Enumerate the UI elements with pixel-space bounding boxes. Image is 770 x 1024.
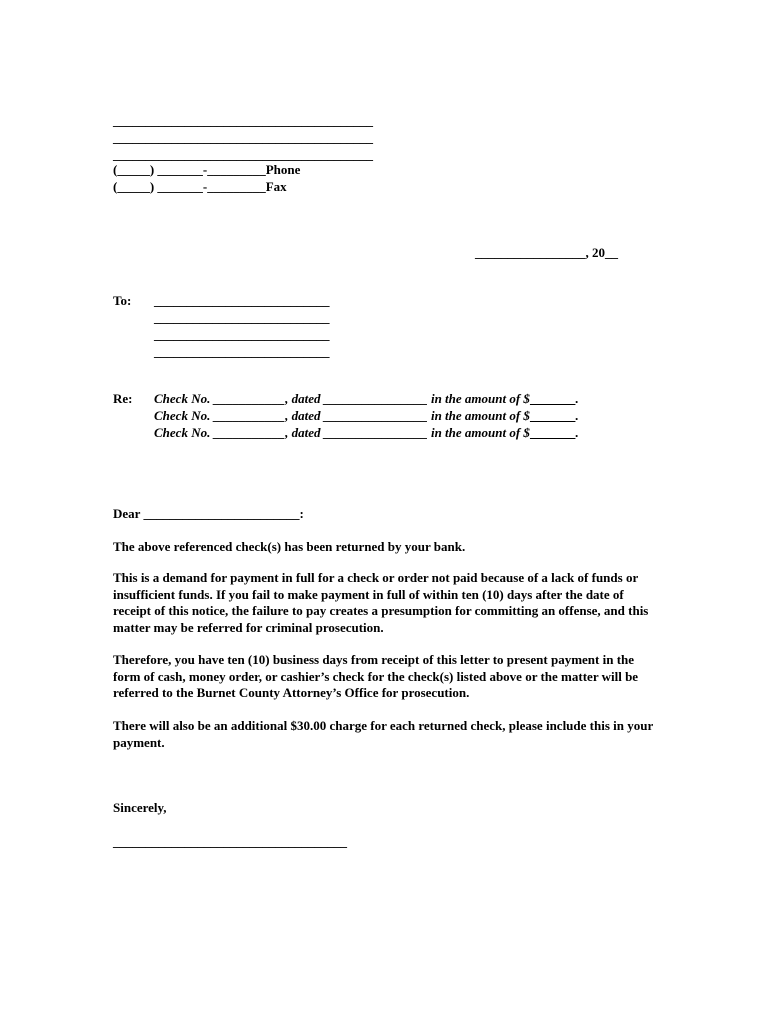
sender-address-line-3: ________________________________________ xyxy=(113,147,373,162)
signature-line: ____________________________________ xyxy=(113,834,347,849)
re-check-line-2 xyxy=(154,408,579,424)
body-paragraph-4: There will also be an additional $30.00 charge for each returned check, please include this in your payment. xyxy=(113,718,653,750)
to-line-3: ___________________________ xyxy=(154,327,330,342)
re-check-3-text: Check No. ___________, dated ________________ in the amount of $ xyxy=(154,425,530,440)
re-check-2-amount xyxy=(530,408,579,423)
re-check-1-period: . xyxy=(575,391,579,406)
closing: Sincerely, xyxy=(113,800,167,815)
re-check-3-amount xyxy=(530,425,579,440)
body-paragraph-3: Therefore, you have ten (10) business days from receipt of this letter to present payment in the form of cash, money order, or cashier’s check for the check(s) listed above or the matter will be referred to the Burnet County Attorney’s Office for prosecution. xyxy=(113,652,639,700)
body-paragraph-1: The above referenced check(s) has been returned by your bank. xyxy=(113,539,466,554)
re-check-2-period: . xyxy=(575,408,579,423)
re-check-3-period: . xyxy=(575,425,579,440)
to-line-1: ___________________________ xyxy=(154,293,330,308)
to-line-4: ___________________________ xyxy=(154,344,330,359)
body-paragraph-2: This is a demand for payment in full for a check or order not paid because of a lack of funds or insufficient funds. If you fail to make payment in full of within ten (10) days after the date of receipt of this notice, the failure to pay creates a presumption for committing an offense, and this matter may be referred for criminal prosecution. xyxy=(113,570,649,635)
re-check-1-text: Check No. ___________, dated ________________ in the amount of $ xyxy=(154,391,530,406)
re-check-2-text: Check No. ___________, dated ________________ in the amount of $ xyxy=(154,408,530,423)
re-label: Re: xyxy=(113,391,133,406)
re-check-line-3 xyxy=(154,425,579,441)
to-label: To: xyxy=(113,293,132,308)
date-line: _________________, 20__ xyxy=(475,245,618,260)
sender-address-line-1: ________________________________________ xyxy=(113,113,373,128)
sender-phone-line: (_____) _______-_________Phone xyxy=(113,162,301,177)
re-check-1-amount xyxy=(530,391,579,406)
re-check-line-1 xyxy=(154,391,579,407)
to-line-2: ___________________________ xyxy=(154,310,330,325)
sender-fax-line: (_____) _______-_________Fax xyxy=(113,179,287,194)
sender-address-line-2: ________________________________________ xyxy=(113,130,373,145)
salutation: Dear ________________________: xyxy=(113,506,304,521)
